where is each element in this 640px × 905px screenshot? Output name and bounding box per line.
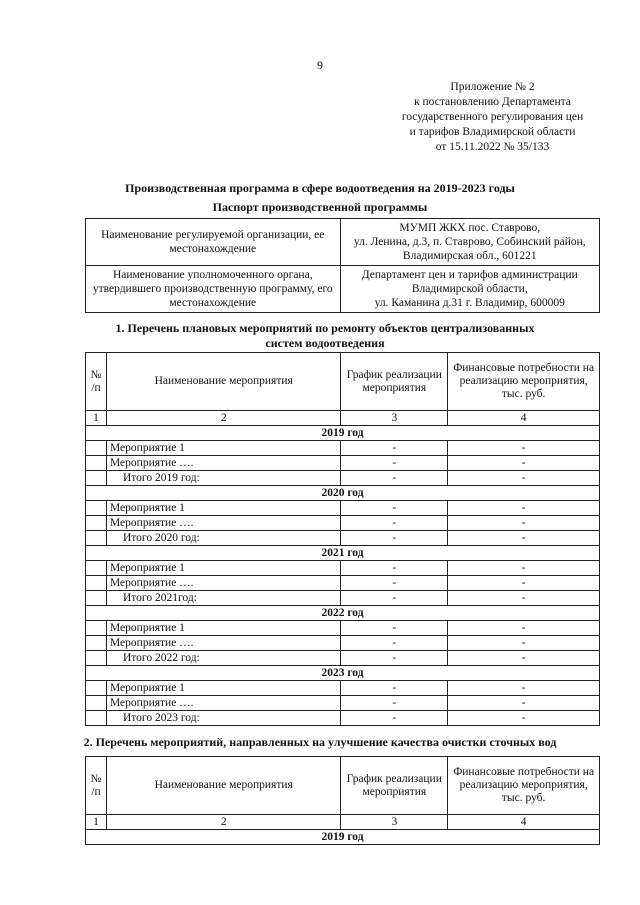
passport-table — [85, 218, 600, 313]
table-row: Мероприятие …. - - — [86, 696, 600, 711]
passport-title: Паспорт производственной программы — [212, 200, 428, 214]
header-finance: Финансовые потребности на реализацию мероприятия, тыс. руб. — [448, 353, 600, 411]
table-row: Мероприятие 1 - - — [86, 561, 600, 576]
total-row: Итого 2023 год: - - — [86, 711, 600, 726]
year-row: 2022 год — [86, 606, 600, 621]
total-row: Итого 2021год: - - — [86, 591, 600, 606]
total-row: Итого 2022 год: - - — [86, 651, 600, 666]
year-row: 2020 год — [86, 486, 600, 501]
table-row: Мероприятие …. - - — [86, 456, 600, 471]
table-row: Мероприятие 1 - - — [86, 681, 600, 696]
appendix-line: к постановлению Департамента — [414, 96, 571, 108]
table-row: Мероприятие …. - - — [86, 636, 600, 651]
column-numbers-row: 1 2 3 4 — [86, 411, 600, 426]
year-row: 2019 год — [86, 426, 600, 441]
total-row: Итого 2020 год: - - — [86, 531, 600, 546]
header-num: № /п — [86, 353, 107, 411]
total-row: Итого 2019 год: - - — [86, 471, 600, 486]
header-schedule: График реализации мероприятия — [341, 353, 448, 411]
table-row: Мероприятие 1 - - — [86, 441, 600, 456]
appendix-line: государственного регулирования цен — [401, 111, 584, 123]
table-row: Мероприятие …. - - — [86, 576, 600, 591]
appendix-line: от 15.11.2022 № 35/133 — [435, 141, 550, 153]
header-finance: Финансовые потребности на реализацию мероприятия, тыс. руб. — [448, 757, 600, 815]
table-header-row — [86, 353, 600, 411]
year-row: 2021 год — [86, 546, 600, 561]
appendix-line: и тарифов Владимирской области — [409, 126, 576, 138]
year-row: 2023 год — [86, 666, 600, 681]
passport-value: МУМП ЖКХ пос. Ставрово, ул. Ленина, д.3, п. Ставрово, Собинский район, Владимирская обл., 601221 — [340, 219, 599, 266]
passport-row — [86, 266, 600, 313]
section1-title: 1. Перечень плановых мероприятий по ремонту объектов централизованных систем водоотведения — [115, 321, 535, 350]
passport-label: Наименование регулируемой организации, ее местонахождение — [86, 219, 341, 266]
passport-value: Департамент цен и тарифов администрации Владимирской области, ул. Каманина д.31 г. Владимир, 600009 — [340, 266, 599, 313]
table-header-row — [86, 757, 600, 815]
table-row: Мероприятие …. - - — [86, 516, 600, 531]
year-row: 2019 год — [86, 830, 600, 845]
header-name: Наименование мероприятия — [106, 353, 340, 411]
passport-label: Наименование уполномоченного органа, утвердившего производственную программу, его местонахождение — [86, 266, 341, 313]
column-numbers-row: 1 2 3 4 — [86, 815, 600, 830]
appendix-line: Приложение № 2 — [450, 81, 535, 93]
events-table-1 — [85, 352, 600, 726]
table-row: Мероприятие 1 - - — [86, 621, 600, 636]
section2-title: 2. Перечень мероприятий, направленных на улучшение качества очистки сточных вод — [83, 735, 557, 749]
appendix-block — [390, 80, 595, 155]
events-table-2 — [85, 756, 600, 845]
header-schedule: График реализации мероприятия — [341, 757, 448, 815]
table-row: Мероприятие 1 - - — [86, 501, 600, 516]
header-name: Наименование мероприятия — [106, 757, 340, 815]
page-number: 9 — [317, 58, 323, 72]
header-num: № /п — [86, 757, 107, 815]
document-title: Производственная программа в сфере водоотведения на 2019-2023 годы — [125, 181, 515, 195]
passport-row — [86, 219, 600, 266]
